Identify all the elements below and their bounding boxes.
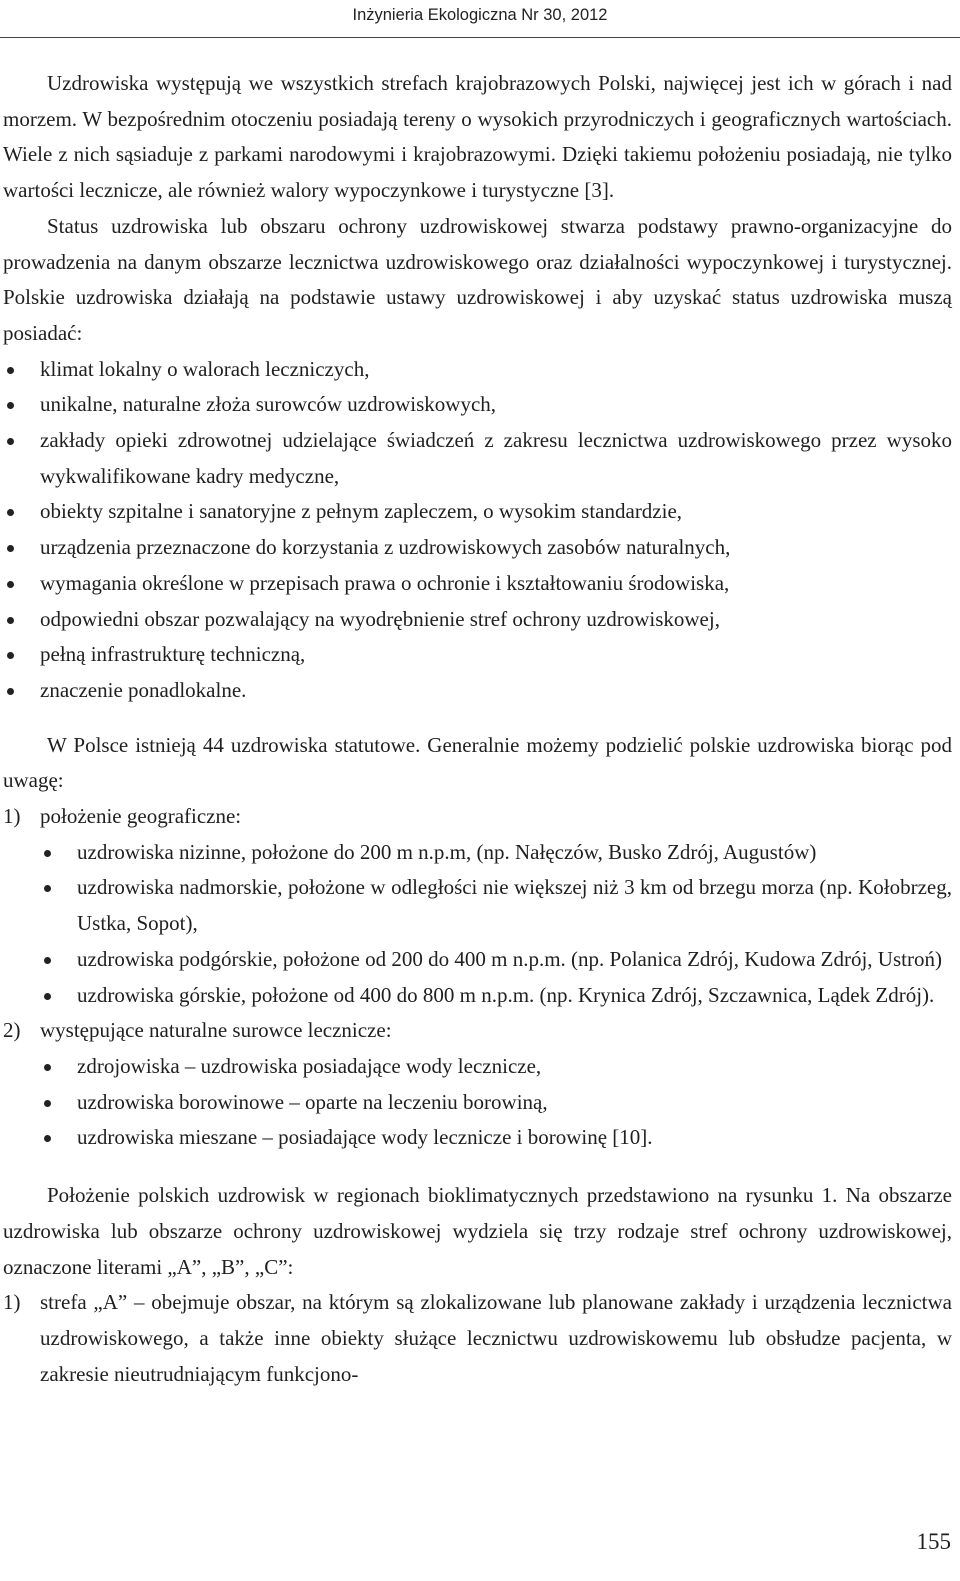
list-item: obiekty szpitalne i sanatoryjne z pełnym zapleczem, o wysokim standardzie, [3, 494, 952, 530]
item-label: występujące naturalne surowce lecznicze: [40, 1018, 392, 1043]
header-rule [0, 37, 960, 38]
division-heading-1 [3, 799, 952, 835]
list-item: pełną infrastrukturę techniczną, [3, 637, 952, 673]
paragraph-4: Położenie polskich uzdrowisk w regionach bioklimatycznych przedstawiono na rysunku 1. Na obszarze uzdrowiska lub obszarze ochrony uzdrowiskowej wydziela się trzy rodzaje stref ochrony uzdrowiskowej, oznaczone literami „A”, „B”, „C”: [3, 1183, 952, 1279]
resources-list [3, 1049, 952, 1156]
list-item: uzdrowiska borowinowe – oparte na leczeniu borowiną, [3, 1085, 952, 1121]
item-number: 2) [3, 1018, 21, 1043]
list-item: zdrojowiska – uzdrowiska posiadające wody lecznicze, [3, 1049, 952, 1085]
journal-title: Inżynieria Ekologiczna Nr 30, 2012 [352, 6, 608, 24]
item-number: 1) [3, 804, 21, 829]
division-heading-2 [3, 1013, 952, 1049]
paragraph-1: Uzdrowiska występują we wszystkich strefach krajobrazowych Polski, najwięcej jest ich w górach i nad morzem. W bezpośrednim otoczeniu posiadają tereny o wysokich przyrodniczych i geograficznych wartościach. Wiele z nich sąsiaduje z parkami narodowymi i krajobrazowymi. Dzięki takiemu położeniu posiadają, nie tylko wartości lecznicze, ale również walory wypoczynkowe i turystyczne [3]. [3, 71, 952, 203]
list-item: uzdrowiska nadmorskie, położone w odległości nie większej niż 3 km od brzegu morza (np. Kołobrzeg, Ustka, Sopot), [3, 870, 952, 941]
list-item: wymagania określone w przepisach prawa o ochronie i kształtowaniu środowiska, [3, 566, 952, 602]
zone-item-1 [3, 1285, 952, 1392]
page-number: 155 [916, 1529, 951, 1554]
list-item: uzdrowiska nizinne, położone do 200 m n.p.m, (np. Nałęczów, Busko Zdrój, Augustów) [3, 835, 952, 871]
list-item: uzdrowiska górskie, położone od 400 do 800 m n.p.m. (np. Krynica Zdrój, Szczawnica, Lądek Zdrój). [3, 978, 952, 1014]
zone-text: strefa „A” – obejmuje obszar, na którym są zlokalizowane lub planowane zakłady i urządzenia lecznictwa uzdrowiskowego, a także inne obiekty służące lecznictwu uzdrowiskowemu lub obsłudze pacjenta, w zakresie nieutrudniającym funkcjono- [40, 1290, 952, 1386]
list-item: uzdrowiska podgórskie, położone od 200 do 400 m n.p.m. (np. Polanica Zdrój, Kudowa Zdrój, Ustroń) [3, 942, 952, 978]
list-item: zakłady opieki zdrowotnej udzielające świadczeń z zakresu lecznictwa uzdrowiskowego przez wysoko wykwalifikowane kadry medyczne, [3, 423, 952, 494]
requirements-list [3, 352, 952, 709]
geographic-list [3, 835, 952, 1014]
paragraph-3: W Polsce istnieją 44 uzdrowiska statutowe. Generalnie możemy podzielić polskie uzdrowiska biorąc pod uwagę: [3, 732, 952, 793]
list-item: urządzenia przeznaczone do korzystania z uzdrowiskowych zasobów naturalnych, [3, 530, 952, 566]
paragraph-2: Status uzdrowiska lub obszaru ochrony uzdrowiskowej stwarza podstawy prawno-organizacyjne do prowadzenia na danym obszarze lecznictwa uzdrowiskowego oraz działalności wypoczynkowej i turystycznej. Polskie uzdrowiska działają na podstawie ustawy uzdrowiskowej i aby uzyskać status uzdrowiska muszą posiadać: [3, 213, 952, 345]
list-item: odpowiedni obszar pozwalający na wyodrębnienie stref ochrony uzdrowiskowej, [3, 602, 952, 638]
list-item: uzdrowiska mieszane – posiadające wody lecznicze i borowinę [10]. [3, 1120, 952, 1156]
list-item: unikalne, naturalne złoża surowców uzdrowiskowych, [3, 387, 952, 423]
list-item: klimat lokalny o walorach leczniczych, [3, 352, 952, 388]
running-header [0, 0, 960, 36]
list-item: znaczenie ponadlokalne. [3, 673, 952, 709]
item-label: położenie geograficzne: [40, 804, 242, 829]
page-body [3, 66, 952, 1392]
item-number: 1) [3, 1290, 21, 1315]
